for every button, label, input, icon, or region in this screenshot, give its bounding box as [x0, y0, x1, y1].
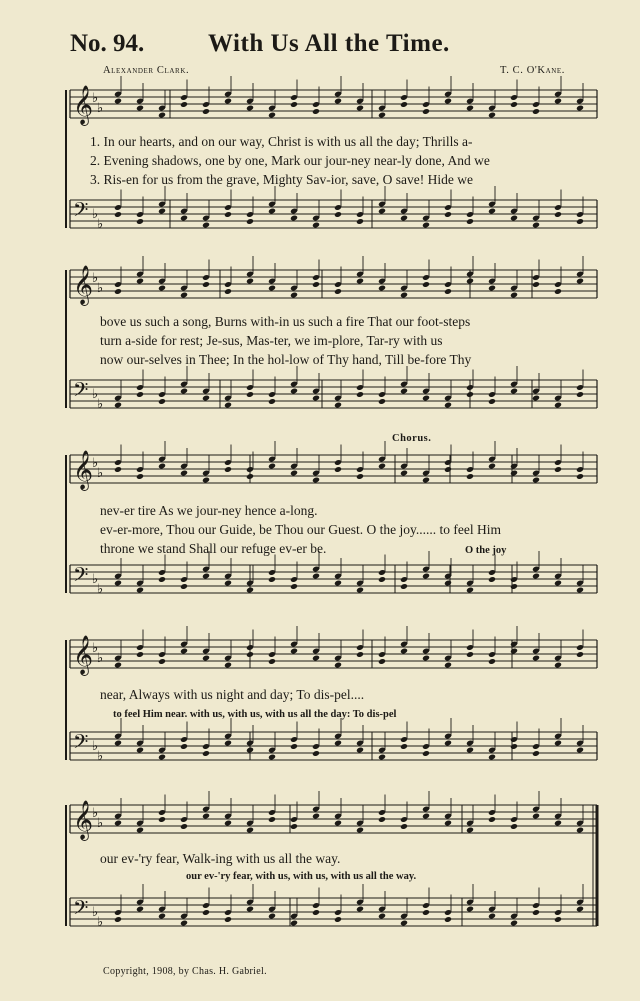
note-head	[136, 651, 144, 658]
note-head	[532, 909, 540, 916]
note-head	[180, 292, 188, 299]
lyricist-credit: Alexander Clark.	[103, 65, 190, 76]
note-head	[378, 913, 386, 920]
note-head	[532, 655, 540, 662]
note-head	[268, 658, 276, 665]
note-head	[576, 827, 584, 834]
flat-icon: ♭	[92, 91, 99, 106]
flat-icon: ♭	[92, 207, 99, 222]
flat-icon: ♭	[92, 271, 99, 286]
note-head	[224, 211, 232, 218]
note-head	[422, 108, 430, 115]
note-head	[158, 463, 166, 470]
note-head	[400, 743, 408, 750]
note-head	[466, 587, 474, 594]
note-head	[356, 906, 364, 913]
note-head	[488, 398, 496, 405]
note-head	[334, 916, 342, 923]
note-head	[576, 587, 584, 594]
chorus-label: Chorus.	[392, 433, 432, 444]
note-head	[378, 576, 386, 583]
note-head	[554, 98, 562, 105]
bass-line4: to feel Him near. with us, with us, with us all the day: To dis-pel	[113, 709, 397, 720]
note-head	[202, 395, 210, 402]
note-head	[290, 101, 298, 108]
note-head	[554, 580, 562, 587]
note-head	[554, 402, 562, 409]
note-head	[576, 105, 584, 112]
note-head	[312, 477, 320, 484]
verse3-line3: throne we stand Shall our refuge ev-er be.	[100, 541, 327, 556]
verse1-line3: nev-er tire As we jour-ney hence a-long.	[100, 503, 318, 518]
note-head	[290, 388, 298, 395]
note-head	[334, 820, 342, 827]
note-head	[378, 398, 386, 405]
note-head	[246, 391, 254, 398]
note-head	[114, 466, 122, 473]
note-head	[136, 587, 144, 594]
bass-cue-line3: O the joy	[465, 545, 507, 556]
note-head	[114, 580, 122, 587]
verse3-line2: now our-selves in Thee; In the hol-low of Thy hand, Till be-fore Thy	[100, 352, 472, 367]
verse1-line1: 1. In our hearts, and on our way, Christ is with us all the day; Thrills a-	[90, 134, 473, 149]
note-head	[400, 823, 408, 830]
note-head	[554, 820, 562, 827]
note-head	[576, 218, 584, 225]
note-head	[158, 913, 166, 920]
bass-clef-icon: 𝄢	[73, 563, 89, 591]
note-head	[158, 754, 166, 761]
note-head	[356, 473, 364, 480]
note-head	[356, 105, 364, 112]
note-head	[554, 916, 562, 923]
note-head	[378, 285, 386, 292]
copyright-notice: Copyright, 1908, by Chas. H. Gabriel.	[103, 966, 267, 977]
note-head	[356, 747, 364, 754]
note-head	[158, 658, 166, 665]
note-head	[378, 463, 386, 470]
note-head	[356, 651, 364, 658]
flat-icon: ♭	[92, 905, 99, 920]
note-head	[268, 913, 276, 920]
note-head	[180, 388, 188, 395]
flat-icon: ♭	[92, 641, 99, 656]
note-head	[466, 906, 474, 913]
note-head	[246, 747, 254, 754]
note-head	[466, 651, 474, 658]
treble-clef-icon: 𝄞	[73, 265, 94, 305]
note-head	[246, 218, 254, 225]
flat-icon: ♭	[97, 651, 104, 666]
note-head	[510, 292, 518, 299]
note-head	[422, 655, 430, 662]
note-head	[576, 906, 584, 913]
note-head	[246, 473, 254, 480]
flat-icon: ♭	[92, 739, 99, 754]
note-head	[180, 101, 188, 108]
note-head	[312, 909, 320, 916]
note-head	[202, 655, 210, 662]
note-head	[334, 580, 342, 587]
note-head	[180, 743, 188, 750]
note-head	[268, 398, 276, 405]
note-head	[510, 743, 518, 750]
note-head	[136, 906, 144, 913]
note-head	[312, 813, 320, 820]
note-head	[334, 98, 342, 105]
note-head	[532, 222, 540, 229]
note-head	[576, 278, 584, 285]
note-head	[378, 816, 386, 823]
note-head	[444, 466, 452, 473]
note-head	[510, 215, 518, 222]
note-head	[246, 587, 254, 594]
verse2-line1: 2. Evening shadows, one by one, Mark our jour-ney near-ly done, And we	[90, 153, 490, 168]
note-head	[488, 208, 496, 215]
note-head	[312, 281, 320, 288]
note-head	[422, 909, 430, 916]
note-head	[224, 740, 232, 747]
flat-icon: ♭	[97, 466, 104, 481]
note-head	[488, 816, 496, 823]
note-head	[114, 820, 122, 827]
verse1-line2: bove us such a song, Burns with-in us such a fire That our foot-steps	[100, 314, 471, 329]
note-head	[114, 740, 122, 747]
note-head	[114, 662, 122, 669]
note-head	[246, 278, 254, 285]
note-head	[246, 651, 254, 658]
flat-icon: ♭	[97, 582, 104, 597]
note-head	[334, 466, 342, 473]
note-head	[202, 281, 210, 288]
note-head	[202, 813, 210, 820]
note-head	[224, 466, 232, 473]
note-head	[422, 395, 430, 402]
note-head	[114, 211, 122, 218]
note-head	[466, 391, 474, 398]
note-head	[224, 820, 232, 827]
note-head	[202, 909, 210, 916]
note-head	[378, 208, 386, 215]
verse2-line3: ev-er-more, Thou our Guide, be Thou our Guest. O the joy...... to feel Him	[100, 522, 502, 537]
note-head	[510, 583, 518, 590]
note-head	[532, 281, 540, 288]
note-head	[466, 105, 474, 112]
note-head	[158, 398, 166, 405]
note-head	[180, 215, 188, 222]
flat-icon: ♭	[92, 806, 99, 821]
note-head	[510, 920, 518, 927]
note-head	[114, 288, 122, 295]
note-head	[400, 920, 408, 927]
bass-line5: our ev-'ry fear, with us, with us, with us all the way.	[186, 871, 417, 882]
note-head	[488, 658, 496, 665]
flat-icon: ♭	[92, 387, 99, 402]
note-head	[466, 747, 474, 754]
note-head	[356, 278, 364, 285]
note-head	[268, 112, 276, 119]
note-head	[290, 823, 298, 830]
note-head	[576, 473, 584, 480]
note-head	[224, 98, 232, 105]
note-head	[422, 477, 430, 484]
note-head	[136, 278, 144, 285]
note-head	[246, 906, 254, 913]
note-head	[444, 211, 452, 218]
note-head	[334, 740, 342, 747]
note-head	[554, 466, 562, 473]
note-head	[290, 292, 298, 299]
flat-icon: ♭	[92, 456, 99, 471]
note-head	[466, 278, 474, 285]
note-head	[312, 655, 320, 662]
note-head	[444, 916, 452, 923]
flat-icon: ♭	[97, 217, 104, 232]
note-head	[268, 208, 276, 215]
note-head	[444, 820, 452, 827]
note-head	[268, 576, 276, 583]
note-head	[532, 395, 540, 402]
flat-icon: ♭	[97, 281, 104, 296]
note-head	[576, 391, 584, 398]
note-head	[576, 747, 584, 754]
note-head	[510, 823, 518, 830]
note-head	[334, 288, 342, 295]
flat-icon: ♭	[97, 915, 104, 930]
note-head	[312, 750, 320, 757]
verse3-line1: 3. Ris-en for us from the grave, Mighty Sav-ior, save, O save! Hide we	[90, 172, 473, 187]
note-head	[378, 754, 386, 761]
note-head	[444, 402, 452, 409]
note-head	[246, 827, 254, 834]
note-head	[312, 573, 320, 580]
note-head	[312, 222, 320, 229]
note-head	[554, 662, 562, 669]
chorus-line4: near, Always with us night and day; To dis-pel....	[100, 687, 365, 702]
note-head	[290, 648, 298, 655]
note-head	[554, 740, 562, 747]
note-head	[158, 816, 166, 823]
note-head	[114, 98, 122, 105]
note-head	[422, 813, 430, 820]
treble-clef-icon: 𝄞	[73, 635, 94, 675]
note-head	[400, 583, 408, 590]
note-head	[224, 288, 232, 295]
note-head	[444, 740, 452, 747]
note-head	[136, 827, 144, 834]
note-head	[510, 470, 518, 477]
note-head	[510, 648, 518, 655]
note-head	[246, 105, 254, 112]
note-head	[488, 754, 496, 761]
note-head	[268, 463, 276, 470]
note-head	[290, 215, 298, 222]
note-head	[136, 391, 144, 398]
note-head	[532, 108, 540, 115]
note-head	[488, 285, 496, 292]
note-head	[356, 391, 364, 398]
note-head	[488, 913, 496, 920]
note-head	[114, 402, 122, 409]
note-head	[136, 747, 144, 754]
treble-clef-icon: 𝄞	[73, 800, 94, 840]
note-head	[532, 750, 540, 757]
note-head	[400, 648, 408, 655]
composer-credit: T. C. O'Kane.	[500, 65, 566, 76]
note-head	[400, 470, 408, 477]
note-head	[202, 477, 210, 484]
note-head	[180, 583, 188, 590]
note-head	[268, 285, 276, 292]
bass-clef-icon: 𝄢	[73, 378, 89, 406]
note-head	[400, 101, 408, 108]
note-head	[422, 281, 430, 288]
note-head	[532, 813, 540, 820]
note-head	[422, 750, 430, 757]
note-head	[356, 587, 364, 594]
note-head	[312, 395, 320, 402]
note-head	[202, 222, 210, 229]
bass-clef-icon: 𝄢	[73, 896, 89, 924]
note-head	[576, 651, 584, 658]
bass-clef-icon: 𝄢	[73, 198, 89, 226]
hymn-number: No. 94.	[70, 30, 145, 57]
note-head	[444, 580, 452, 587]
note-head	[334, 662, 342, 669]
note-head	[444, 662, 452, 669]
verse2-line2: turn a-side for rest; Je-sus, Mas-ter, we im-plore, Tar-ry with us	[100, 333, 443, 348]
note-head	[290, 470, 298, 477]
note-head	[334, 402, 342, 409]
note-head	[224, 402, 232, 409]
note-head	[202, 108, 210, 115]
note-head	[136, 473, 144, 480]
note-head	[356, 218, 364, 225]
note-head	[400, 215, 408, 222]
treble-clef-icon: 𝄞	[73, 85, 94, 125]
note-head	[158, 285, 166, 292]
note-head	[488, 463, 496, 470]
note-head	[290, 583, 298, 590]
chorus-line5: our ev-'ry fear, Walk-ing with us all the way.	[100, 851, 341, 866]
note-head	[378, 658, 386, 665]
note-head	[180, 648, 188, 655]
note-head	[422, 222, 430, 229]
note-head	[224, 580, 232, 587]
note-head	[466, 473, 474, 480]
note-head	[158, 208, 166, 215]
flat-icon: ♭	[92, 572, 99, 587]
note-head	[488, 576, 496, 583]
note-head	[202, 750, 210, 757]
note-head	[334, 211, 342, 218]
note-head	[180, 920, 188, 927]
flat-icon: ♭	[97, 101, 104, 116]
bass-clef-icon: 𝄢	[73, 730, 89, 758]
treble-clef-icon: 𝄞	[73, 450, 94, 490]
note-head	[400, 292, 408, 299]
note-head	[180, 470, 188, 477]
note-head	[400, 388, 408, 395]
note-head	[444, 98, 452, 105]
note-head	[290, 920, 298, 927]
note-head	[158, 576, 166, 583]
note-head	[180, 823, 188, 830]
note-head	[466, 827, 474, 834]
hymn-title: With Us All the Time.	[208, 30, 450, 57]
note-head	[422, 573, 430, 580]
note-head	[312, 108, 320, 115]
note-head	[202, 573, 210, 580]
note-head	[554, 211, 562, 218]
note-head	[488, 112, 496, 119]
note-head	[114, 916, 122, 923]
note-head	[268, 754, 276, 761]
note-head	[268, 816, 276, 823]
note-head	[136, 218, 144, 225]
note-head	[510, 388, 518, 395]
flat-icon: ♭	[97, 816, 104, 831]
note-head	[224, 916, 232, 923]
note-head	[554, 288, 562, 295]
note-head	[158, 112, 166, 119]
note-head	[532, 573, 540, 580]
note-head	[136, 105, 144, 112]
note-head	[532, 477, 540, 484]
note-head	[378, 112, 386, 119]
note-head	[466, 218, 474, 225]
note-head	[290, 743, 298, 750]
note-head	[510, 101, 518, 108]
note-head	[444, 288, 452, 295]
flat-icon: ♭	[97, 749, 104, 764]
note-head	[356, 827, 364, 834]
note-head	[224, 662, 232, 669]
flat-icon: ♭	[97, 397, 104, 412]
